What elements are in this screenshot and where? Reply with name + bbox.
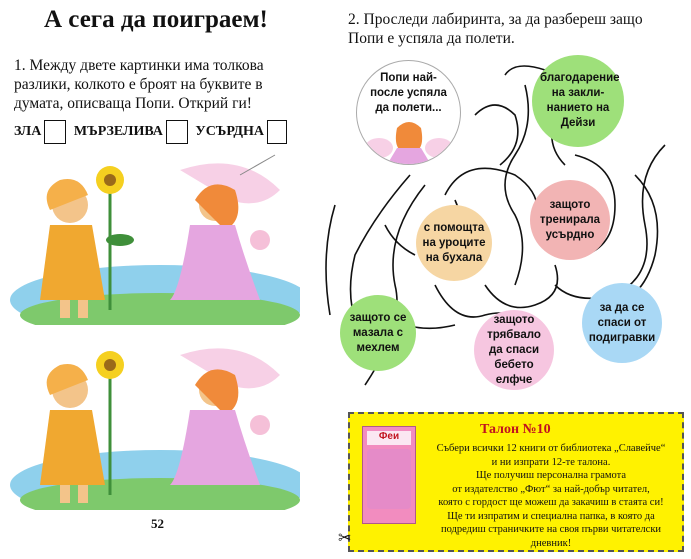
boy-figure-bottom (40, 364, 105, 503)
voucher-line: която с гордост ще можеш да закачиш в стаята си! (438, 497, 664, 508)
illustration-top (10, 150, 300, 325)
book-cover-image (362, 426, 416, 524)
scissors-icon: ✂ (338, 530, 352, 547)
voucher-title: Талон №10 (480, 422, 551, 437)
illustration-bottom (10, 335, 300, 510)
voucher-line: от издателство „Фют“ за най-добър читател, (452, 483, 650, 495)
answer-box-2[interactable] (166, 120, 188, 144)
maze-circle-daisy-spell[interactable]: благодарение на закли-нанието на Дейзи (532, 55, 624, 147)
maze-circle-owl-lessons[interactable]: с помощта на уроците на бухала (416, 205, 492, 281)
voucher-line: Ще получиш персонална грамота (475, 470, 626, 481)
task1-text: 1. Между двете картинки има толкова разлики, колкото е броят на буквите в думата, описваща Попи. Открий ги! (14, 57, 264, 112)
word-options (14, 120, 291, 144)
maze-circle-avoid-mockery[interactable]: за да се спаси от подигравки (582, 283, 662, 363)
answer-box-1[interactable] (44, 120, 66, 144)
word-option-1: ЗЛА (14, 124, 42, 140)
voucher-text (420, 442, 682, 550)
answer-box-3[interactable] (267, 120, 287, 144)
word-option-2: МЪРЗЕЛИВА (73, 124, 163, 140)
page-number: 52 (151, 516, 164, 531)
page-title: А сега да поиграем! (44, 6, 268, 33)
voucher-line: Ще ти изпратим и специална папка, в която да (447, 510, 655, 522)
voucher-line: и ни изпрати 12-те талона. (491, 456, 611, 468)
maze-circle-save-elf[interactable]: защото трябвало да спаси бебето елфче (474, 310, 554, 390)
book-cover-art (367, 449, 411, 509)
book-cover-title: Феи (367, 431, 411, 445)
maze-circle-ointment[interactable]: защото се мазала с мехлем (340, 295, 416, 371)
voucher-line: подредиш страничките на своя първи читателски дневник! (440, 524, 662, 549)
maze-circle-start[interactable] (356, 60, 461, 165)
maze-circle-trained[interactable]: защото тренирала усърдно (530, 180, 610, 260)
maze-circle-start-label: Попи най-после успяла да полети... (370, 72, 447, 114)
boy-figure-top (40, 179, 105, 318)
voucher-line: Събери всички 12 книги от библиотека „Славейче“ (436, 443, 666, 454)
voucher-coupon (348, 412, 684, 552)
word-option-3: УСЪРДНА (195, 124, 265, 140)
task2-text: 2. Проследи лабиринта, за да разбереш защо Попи е успяла да полети. (348, 11, 643, 47)
